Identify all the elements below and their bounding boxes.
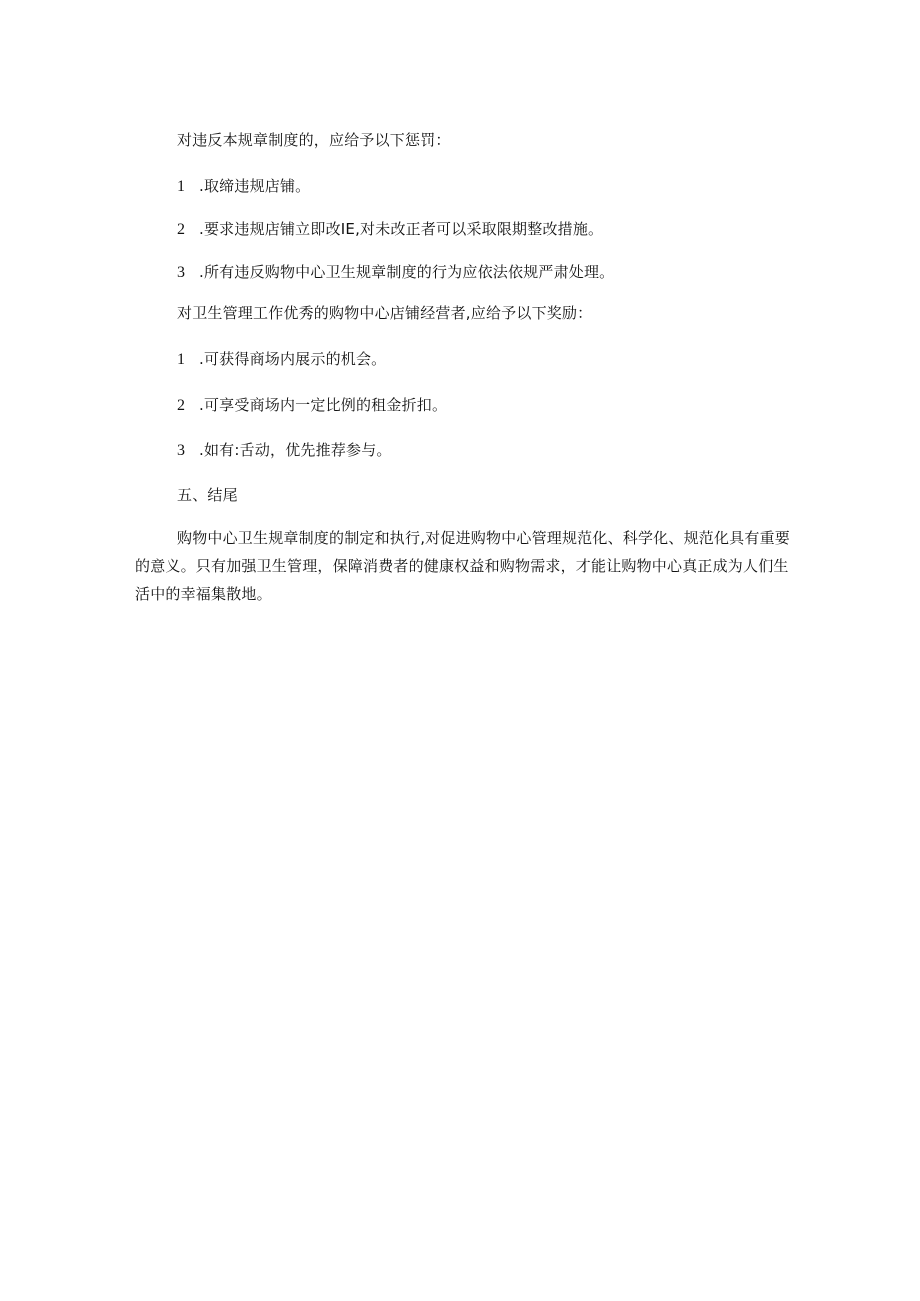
list-number: 3: [177, 264, 186, 281]
reward-item-2: [177, 395, 447, 416]
reward-intro: 对卫生管理工作优秀的购物中心店铺经营者,应给予以下奖励：: [177, 304, 593, 322]
reward-item-3: [177, 440, 392, 461]
list-text: .可获得商场内展示的机会。: [199, 350, 387, 368]
closing-paragraph: 购物中心卫生规章制度的制定和执行,对促进购物中心管理规范化、科学化、规范化具有重要的意义。只有加强卫生管理，保障消费者的健康权益和购物需求，才能让购物中心真正成为人们生活中的幸福集散地。: [135, 529, 790, 603]
list-number: 2: [177, 221, 186, 238]
list-text: .取缔违规店铺。: [199, 177, 311, 195]
list-text: .可享受商场内一定比例的租金折扣。: [199, 396, 448, 414]
reward-item-1: [177, 349, 386, 370]
penalty-item-1: [177, 176, 310, 197]
penalty-item-3: [177, 262, 614, 283]
list-text: .如有:舌动，优先推荐参与。: [199, 441, 392, 459]
list-number: 3: [177, 442, 186, 459]
list-text: .要求违规店铺立即改IE,对未改正者可以采取限期整改措施。: [199, 220, 604, 238]
list-number: 1: [177, 178, 186, 195]
penalty-intro: 对违反本规章制度的，应给予以下惩罚：: [177, 131, 451, 149]
list-text: .所有违反购物中心卫生规章制度的行为应依法依规严肃处理。: [199, 263, 615, 281]
section-title: 五、结尾: [177, 486, 238, 504]
penalty-item-2: [177, 219, 603, 240]
list-number: 2: [177, 397, 186, 414]
list-number: 1: [177, 351, 186, 368]
